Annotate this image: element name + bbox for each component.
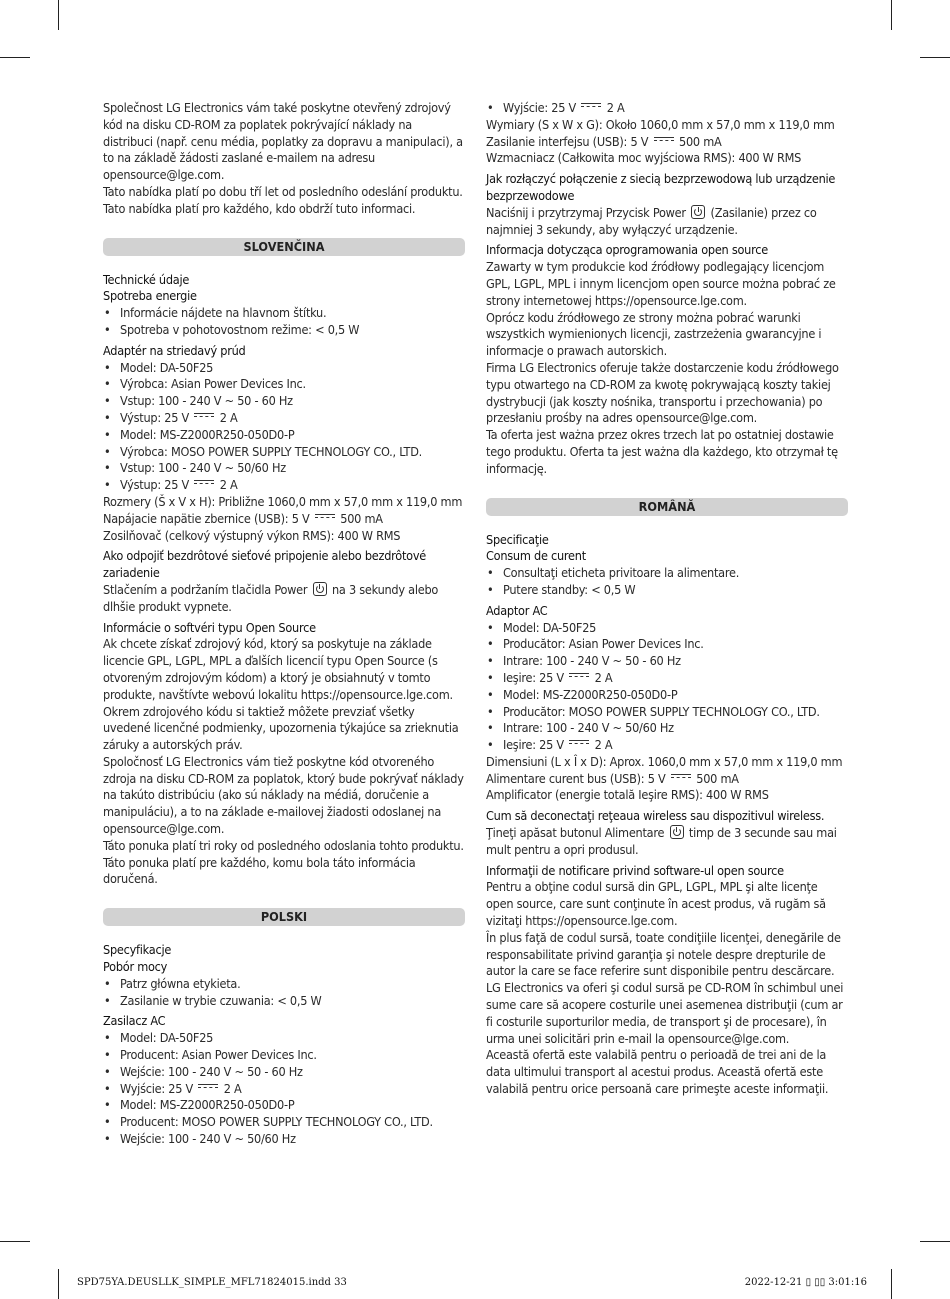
paragraph: Această ofertă este valabilă pentru o perioadă de trei ani de la data ultimului transport al acestui produs. Această ofertă este valabilă pentru orice persoană care primeşte aceste informaţii.	[486, 1047, 829, 1097]
label: Výstup: 25 V	[120, 477, 190, 493]
paragraph: În plus faţă de codul sursă, toate condiţiile licenţei, denegările de responsabilitate privind garanţia şi notele despre drepturile de autor la care se face referire sunt disponibile pentru descărcare.	[486, 929, 841, 979]
list	[103, 305, 465, 339]
dc-symbol-icon	[654, 137, 674, 144]
label: Model:	[120, 1097, 160, 1113]
list-item	[486, 620, 848, 637]
dc-symbol-icon	[194, 413, 214, 420]
list	[103, 976, 465, 1010]
paragraph: Pentru a obţine codul sursă din GPL, LGPL, MPL şi alte licenţe open source, care sunt conţinute în acest produs, vă rugăm să vizitaţi https://opensource.lge.com.	[486, 879, 826, 929]
list-item	[486, 100, 848, 117]
crop-mark	[58, 0, 59, 30]
list	[103, 360, 465, 494]
text: Naciśnij i przytrzymaj Przycisk	[486, 204, 653, 220]
heading: Adaptér na striedavý prúd	[103, 342, 246, 358]
heading: Pobór mocy	[103, 959, 168, 975]
list-item: • Producător: Asian Power Devices Inc.	[486, 636, 848, 653]
heading: Jak rozłączyć połączenie z siecią bezprzewodową lub urządzenie bezprzewodowe	[486, 171, 836, 203]
paragraph: Ak chcete získať zdrojový kód, ktorý sa poskytuje na základe licencie GPL, LGPL, MPL a ďalších licencií typu Open Source (s otvoreným zdrojovým kódom) a ktorý je obsiahnutý v tomto produkte, navštívte webovú lokalitu https://opensource.lge.com.	[103, 636, 453, 702]
list	[103, 1030, 465, 1148]
heading: Informácie o softvéri typu Open Source	[103, 619, 316, 635]
label: Model:	[120, 1030, 160, 1046]
value: 2 A	[594, 669, 613, 685]
label: Napájacie napätie zbernice (USB): 5 V	[103, 510, 310, 526]
label: Wyjście: 25 V	[503, 100, 577, 115]
heading: Zasilacz AC	[103, 1013, 166, 1029]
label: Model:	[120, 426, 160, 442]
crop-mark	[891, 0, 892, 30]
model-number: DA-50F25	[542, 619, 597, 635]
heading: Informacja dotycząca oprogramowania open source	[486, 242, 768, 258]
list-item	[103, 477, 465, 494]
key-name: Alimentare	[604, 825, 665, 841]
text: na 3 sekundy alebo dlhšie produkt vypnete.	[103, 581, 439, 614]
dc-symbol-icon	[198, 1084, 218, 1091]
heading: Spotreba energie	[103, 288, 197, 304]
heading: Adaptor AC	[486, 602, 548, 618]
text: Ţineţi apăsat butonul	[486, 825, 605, 841]
list-item: • Producent: Asian Power Devices Inc.	[103, 1047, 465, 1064]
value: 500 mA	[340, 510, 383, 526]
paragraph: Tato nabídka platí po dobu tří let od posledního odeslání produktu. Tato nabídka platí pro každého, kdo obdrží tuto informaci.	[103, 183, 463, 216]
footer-timestamp: 2022-12-21 ▯ ▯▯ 3:01:16	[744, 1277, 867, 1288]
value: 500 mA	[696, 770, 739, 786]
power-button-icon	[313, 582, 327, 596]
footer-filename: SPD75YA.DEUSLLK_SIMPLE_MFL71824015.indd 33	[77, 1277, 347, 1288]
list-item: • Zasilanie w trybie czuwania: < 0,5 W	[103, 993, 465, 1010]
value: 2 A	[223, 1080, 242, 1096]
value: 2 A	[594, 737, 613, 753]
paragraph	[486, 771, 848, 788]
paragraph: Táto ponuka platí tri roky od posledného odoslania tohto produktu. Táto ponuka platí pre každého, komu bola táto informácia doručená.	[103, 837, 464, 887]
list-item: • Putere standby: < 0,5 W	[486, 582, 848, 599]
paragraph: Rozmery (Š x V x H): Približne 1060,0 mm x 57,0 mm x 119,0 mm	[103, 493, 463, 509]
label: Model:	[503, 686, 543, 702]
crop-mark	[0, 57, 30, 58]
paragraph: Společnost LG Electronics vám také poskytne otevřený zdrojový kód na disku CD-ROM za poplatek pokrývající náklady na distribuci (např. cenu média, poplatky za dopravu a manipulaci), a to na základě žádosti zaslané e-mailem na adresu opensource@lge.com.	[103, 100, 463, 183]
list-item: • Producător: MOSO POWER SUPPLY TECHNOLOGY CO., LTD.	[486, 704, 848, 721]
list-item: • Wejście: 100 - 240 V ~ 50/60 Hz	[103, 1131, 465, 1148]
section-header-slovak: SLOVENČINA	[103, 238, 465, 256]
text: timp de 3 secunde sau mai mult pentru a opri produsul.	[486, 825, 837, 857]
list	[486, 565, 848, 599]
list-item	[103, 1097, 465, 1114]
paragraph: Dimensiuni (L x Î x D): Aprox. 1060,0 mm x 57,0 mm x 119,0 mm	[486, 753, 843, 769]
text: Stlačením a podržaním tlačidla	[103, 581, 275, 597]
crop-mark	[58, 1269, 59, 1299]
model-number: DA-50F25	[159, 359, 214, 375]
list-item: • Informácie nájdete na hlavnom štítku.	[103, 305, 465, 322]
dc-symbol-icon	[315, 514, 335, 521]
paragraph: Wzmacniacz (Całkowita moc wyjściowa RMS): 400 W RMS	[486, 150, 802, 166]
model-number: MS-Z2000R250-050D0-P	[159, 426, 295, 442]
text: (Zasilanie) przez co najmniej 3 sekundy, aby wyłączyć urządzenie.	[486, 204, 817, 237]
list-item	[486, 737, 848, 754]
crop-mark	[0, 1241, 30, 1242]
dc-symbol-icon	[581, 103, 601, 110]
list	[486, 100, 848, 117]
list-item	[103, 1030, 465, 1047]
paragraph: Ta oferta jest ważna przez okres trzech lat po ostatniej dostawie tego produktu. Oferta ta jest ważna dla każdego, kto otrzymał tę informację.	[486, 427, 838, 476]
list-item: • Patrz główna etykieta.	[103, 976, 465, 993]
paragraph	[486, 205, 848, 239]
list-item: • Spotreba v pohotovostnom režime: < 0,5 W	[103, 322, 465, 339]
list	[486, 620, 848, 754]
label: Ieşire: 25 V	[503, 669, 564, 685]
crop-mark	[891, 1269, 892, 1299]
list-item: • Vstup: 100 - 240 V ~ 50 - 60 Hz	[103, 393, 465, 410]
value: 500 mA	[678, 133, 722, 149]
value: 2 A	[219, 477, 238, 493]
list-item: • Consultaţi eticheta privitoare la alimentare.	[486, 565, 848, 582]
power-button-icon	[691, 205, 705, 219]
list-item: • Wejście: 100 - 240 V ~ 50 - 60 Hz	[103, 1064, 465, 1081]
paragraph	[103, 582, 465, 616]
list-item	[486, 687, 848, 704]
label: Výstup: 25 V	[120, 409, 190, 425]
paragraph	[486, 825, 848, 859]
model-number: MS-Z2000R250-050D0-P	[159, 1097, 295, 1113]
dc-symbol-icon	[194, 480, 214, 487]
label: Model:	[503, 619, 543, 635]
key-name: Power	[274, 581, 308, 597]
value: 2 A	[606, 100, 625, 115]
paragraph: Oprócz kodu źródłowego ze strony można pobrać warunki wszystkich wymienionych licencji, zastrzeżenia gwarancyjne i informacje o prawach autorskich.	[486, 309, 822, 359]
label: Alimentare curent bus (USB): 5 V	[486, 770, 666, 786]
paragraph: Firma LG Electronics oferuje także dostarczenie kodu źródłowego typu otwartego na CD-ROM za kwotę pokrywającą koszty takiej dystrybucji (jak koszty nośnika, transportu i przechowania) po przesłaniu prośby na adres opensource@lge.com.	[486, 359, 839, 426]
list-item: • Výrobca: MOSO POWER SUPPLY TECHNOLOGY CO., LTD.	[103, 444, 465, 461]
paragraph: Okrem zdrojového kódu si taktiež môžete prevziať všetky uvedené licenčné podmienky, upozornenia týkajúce sa zrieknutia záruky a autorských práv.	[103, 703, 459, 753]
dc-symbol-icon	[569, 673, 589, 680]
list-item: • Intrare: 100 - 240 V ~ 50 - 60 Hz	[486, 653, 848, 670]
list-item: • Producent: MOSO POWER SUPPLY TECHNOLOGY CO., LTD.	[103, 1114, 465, 1131]
paragraph	[486, 134, 848, 151]
heading: Consum de curent	[486, 548, 586, 564]
paragraph: Zosilňovač (celkový výstupný výkon RMS): 400 W RMS	[103, 527, 401, 543]
paragraph: Wymiary (S x W x G): Około 1060,0 mm x 57,0 mm x 119,0 mm	[486, 116, 835, 132]
crop-mark	[920, 57, 950, 58]
section-header-romanian: ROMÂNĂ	[486, 498, 848, 516]
model-number: MS-Z2000R250-050D0-P	[542, 686, 678, 702]
label: Model:	[120, 359, 160, 375]
right-column	[486, 100, 848, 1098]
paragraph: Spoločnosť LG Electronics vám tiež poskytne kód otvoreného zdroja na disku CD-ROM za poplatok, ktorý bude pokrývať náklady na takúto distribúciu (ako sú náklady na médiá, doručenie a manipuláciu), a to na základe e-mailovej žiadosti odoslanej na opensource@lge.com.	[103, 753, 464, 837]
label: Ieşire: 25 V	[503, 737, 564, 753]
list-item: • Intrare: 100 - 240 V ~ 50/60 Hz	[486, 720, 848, 737]
list-item	[103, 410, 465, 427]
section-header-polish: POLSKI	[103, 908, 465, 926]
paragraph	[103, 511, 465, 528]
paragraph: Amplificator (energie totală Ieşire RMS): 400 W RMS	[486, 787, 769, 803]
list-item	[486, 670, 848, 687]
list-item	[103, 360, 465, 377]
list-item: • Výrobca: Asian Power Devices Inc.	[103, 376, 465, 393]
list-item: • Vstup: 100 - 240 V ~ 50/60 Hz	[103, 460, 465, 477]
heading: Informaţii de notificare privind software-ul open source	[486, 862, 784, 878]
key-name: Power	[652, 204, 686, 220]
dc-symbol-icon	[671, 774, 691, 781]
power-button-icon	[670, 825, 684, 839]
value: 2 A	[219, 409, 238, 425]
heading: Technické údaje	[103, 271, 190, 287]
label: Zasilanie interfejsu (USB): 5 V	[486, 133, 649, 149]
heading: Specyfikacje	[103, 942, 172, 958]
heading: Specificaţie	[486, 531, 549, 547]
dc-symbol-icon	[569, 740, 589, 747]
list-item	[103, 1081, 465, 1098]
paragraph: Zawarty w tym produkcie kod źródłowy podlegający licencjom GPL, LGPL, MPL i innym licencjom open source można pobrać ze strony internetowej https://opensource.lge.com.	[486, 259, 836, 308]
list-item	[103, 427, 465, 444]
left-column	[103, 100, 465, 1148]
model-number: DA-50F25	[159, 1030, 214, 1046]
label: Wyjście: 25 V	[120, 1080, 194, 1096]
heading: Ako odpojiť bezdrôtové sieťové pripojenie alebo bezdrôtové zariadenie	[103, 548, 426, 581]
crop-mark	[920, 1241, 950, 1242]
heading: Cum să deconectaţi reţeaua wireless sau dispozitivul wireless.	[486, 808, 825, 824]
paragraph: LG Electronics va oferi şi codul sursă pe CD-ROM în schimbul unei sume care să acopere costurile unei asemenea distribuţii (cum ar fi costurile suporturilor media, de transport şi de procesare), în urma unei solicitări prin e-mail la opensource@lge.com.	[486, 980, 844, 1046]
